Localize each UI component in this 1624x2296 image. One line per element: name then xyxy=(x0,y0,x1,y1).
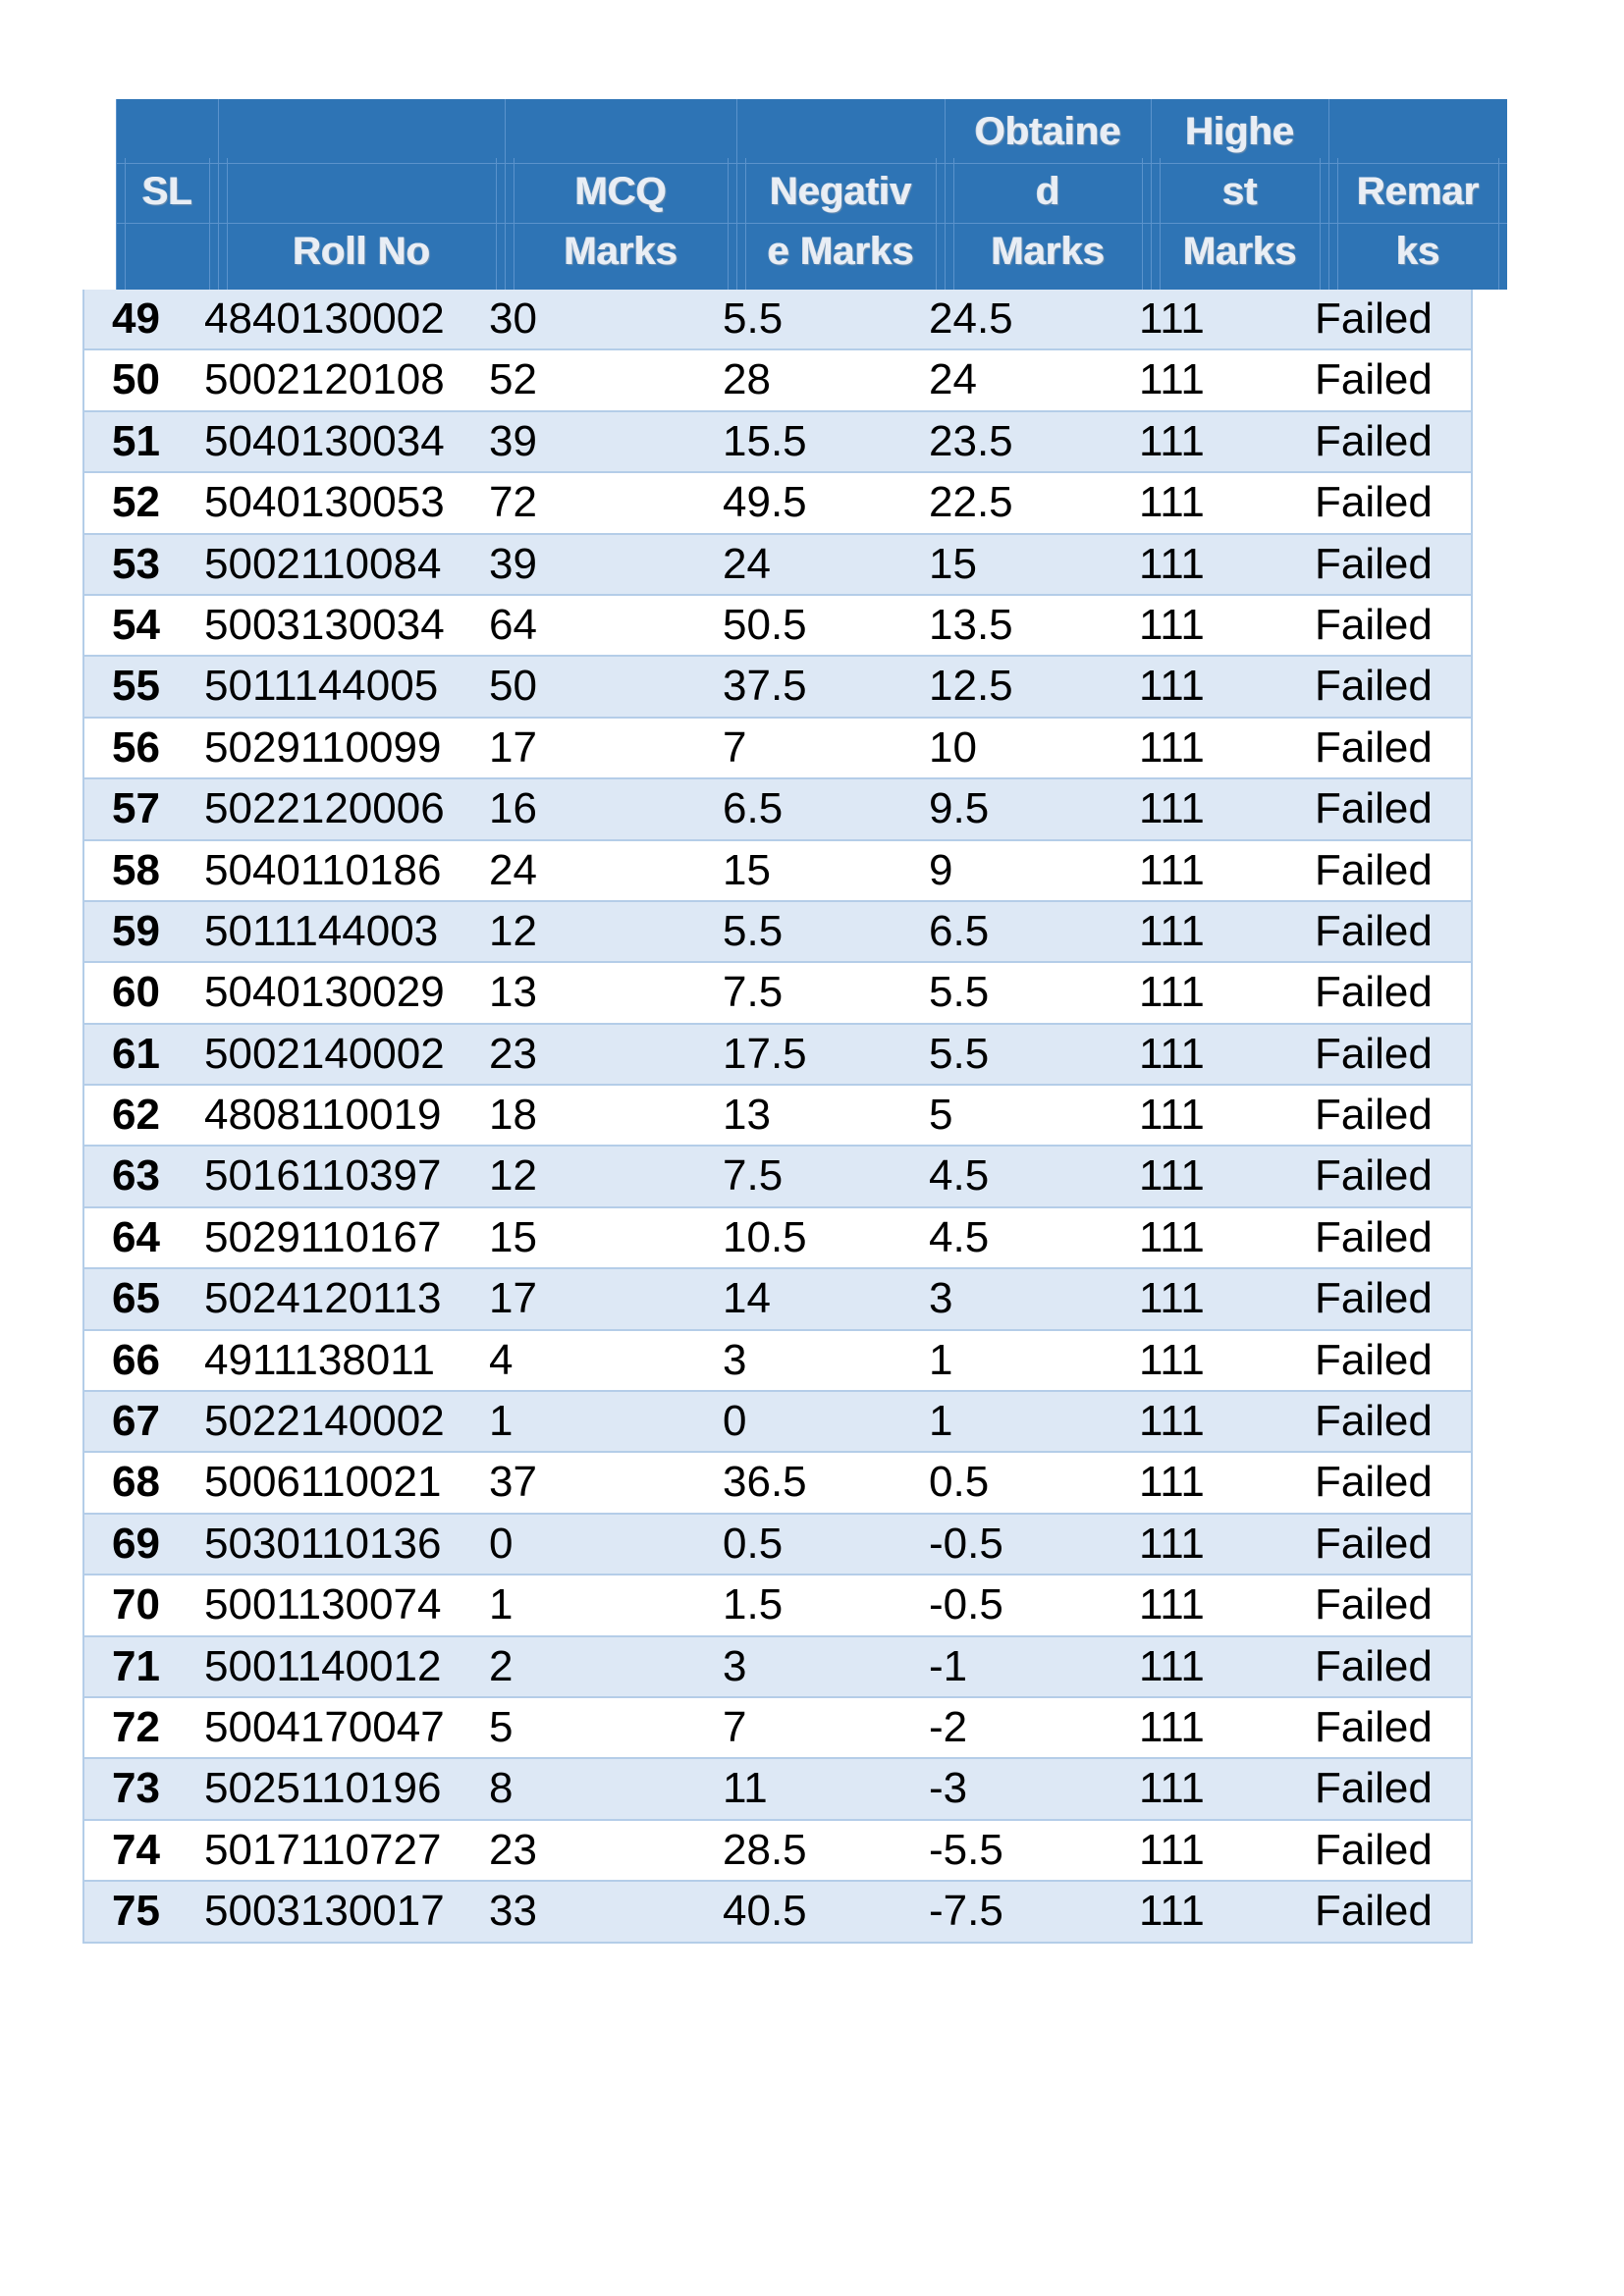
table-row xyxy=(82,1882,1473,1943)
cell-obtained: 5.5 xyxy=(929,968,990,1017)
cell-sl: 71 xyxy=(112,1641,160,1690)
cell-roll: 5011144003 xyxy=(204,906,439,955)
cell-remarks: Failed xyxy=(1315,1458,1433,1507)
cell-mcq: 24 xyxy=(489,845,537,894)
cell-negative: 50.5 xyxy=(723,600,807,649)
cell-negative: 7.5 xyxy=(723,968,784,1017)
cell-remarks: Failed xyxy=(1315,784,1433,833)
cell-highest: 111 xyxy=(1139,1458,1205,1507)
cell-sl: 59 xyxy=(112,906,160,955)
column-header-label: ks xyxy=(1396,230,1440,273)
cell-obtained: 22.5 xyxy=(929,478,1013,527)
cell-remarks: Failed xyxy=(1315,1029,1433,1078)
cell-highest: 111 xyxy=(1139,722,1205,772)
cell-negative: 28 xyxy=(723,355,771,404)
cell-sl: 73 xyxy=(112,1764,160,1813)
cell-obtained: -0.5 xyxy=(929,1519,1003,1568)
cell-remarks: Failed xyxy=(1315,1825,1433,1874)
cell-mcq: 39 xyxy=(489,416,537,465)
cell-mcq: 16 xyxy=(489,784,537,833)
cell-sl: 51 xyxy=(112,416,160,465)
column-header-label: d xyxy=(1036,170,1060,213)
table-row xyxy=(82,1698,1473,1759)
column-header-label: MCQ xyxy=(574,170,668,213)
cell-negative: 40.5 xyxy=(723,1887,807,1936)
cell-roll: 5029110099 xyxy=(204,722,442,772)
cell-sl: 58 xyxy=(112,845,160,894)
cell-mcq: 23 xyxy=(489,1825,537,1874)
cell-mcq: 2 xyxy=(489,1641,514,1690)
cell-negative: 13 xyxy=(723,1091,771,1140)
cell-highest: 111 xyxy=(1139,1641,1205,1690)
cell-remarks: Failed xyxy=(1315,1519,1433,1568)
cell-sl: 64 xyxy=(112,1212,160,1261)
cell-highest: 111 xyxy=(1139,906,1205,955)
table-row xyxy=(82,1392,1473,1453)
cell-highest: 111 xyxy=(1139,845,1205,894)
table-row xyxy=(82,473,1473,534)
cell-highest: 111 xyxy=(1139,294,1205,343)
cell-obtained: -3 xyxy=(929,1764,968,1813)
cell-roll: 5030110136 xyxy=(204,1519,442,1568)
cell-sl: 49 xyxy=(112,294,160,343)
cell-roll: 5002120108 xyxy=(204,355,445,404)
table-row xyxy=(82,841,1473,902)
cell-remarks: Failed xyxy=(1315,906,1433,955)
cell-sl: 70 xyxy=(112,1580,160,1629)
cell-negative: 37.5 xyxy=(723,662,807,711)
cell-sl: 60 xyxy=(112,968,160,1017)
cell-remarks: Failed xyxy=(1315,1274,1433,1323)
cell-remarks: Failed xyxy=(1315,1702,1433,1751)
table-row xyxy=(82,412,1473,473)
table-row xyxy=(82,290,1473,350)
cell-negative: 14 xyxy=(723,1274,771,1323)
cell-sl: 56 xyxy=(112,722,160,772)
cell-negative: 36.5 xyxy=(723,1458,807,1507)
cell-obtained: -1 xyxy=(929,1641,968,1690)
cell-obtained: 9.5 xyxy=(929,784,990,833)
cell-mcq: 39 xyxy=(489,539,537,588)
cell-roll: 5016110397 xyxy=(204,1151,442,1201)
column-header-label: st xyxy=(1222,170,1258,213)
cell-remarks: Failed xyxy=(1315,478,1433,527)
cell-sl: 75 xyxy=(112,1887,160,1936)
cell-roll: 5003130017 xyxy=(204,1887,445,1936)
cell-negative: 5.5 xyxy=(723,906,784,955)
table-row xyxy=(82,1269,1473,1330)
cell-obtained: 4.5 xyxy=(929,1212,990,1261)
column-header-highest xyxy=(1151,99,1328,290)
table-header xyxy=(116,99,1507,290)
cell-roll: 5040110186 xyxy=(204,845,442,894)
cell-remarks: Failed xyxy=(1315,1335,1433,1384)
cell-mcq: 0 xyxy=(489,1519,514,1568)
results-table xyxy=(82,290,1473,1944)
cell-roll: 5040130034 xyxy=(204,416,445,465)
table-row xyxy=(82,1331,1473,1392)
cell-negative: 5.5 xyxy=(723,294,784,343)
cell-highest: 111 xyxy=(1139,478,1205,527)
cell-highest: 111 xyxy=(1139,1519,1205,1568)
cell-obtained: -2 xyxy=(929,1702,968,1751)
column-header-label: SL xyxy=(141,170,193,213)
column-header-negative xyxy=(736,99,945,290)
cell-obtained: 1 xyxy=(929,1397,953,1446)
column-header-label: Marks xyxy=(564,230,678,273)
cell-roll: 5004170047 xyxy=(204,1702,445,1751)
cell-mcq: 17 xyxy=(489,722,537,772)
cell-roll: 4808110019 xyxy=(204,1091,442,1140)
column-header-remarks xyxy=(1328,99,1507,290)
cell-sl: 52 xyxy=(112,478,160,527)
cell-obtained: 10 xyxy=(929,722,977,772)
cell-mcq: 18 xyxy=(489,1091,537,1140)
cell-sl: 68 xyxy=(112,1458,160,1507)
cell-mcq: 52 xyxy=(489,355,537,404)
table-row xyxy=(82,1821,1473,1882)
cell-remarks: Failed xyxy=(1315,1887,1433,1936)
table-row xyxy=(82,1759,1473,1820)
table-row xyxy=(82,1575,1473,1636)
cell-sl: 65 xyxy=(112,1274,160,1323)
cell-obtained: 24 xyxy=(929,355,977,404)
cell-negative: 0.5 xyxy=(723,1519,784,1568)
cell-remarks: Failed xyxy=(1315,1091,1433,1140)
column-header-mcq xyxy=(505,99,736,290)
cell-mcq: 17 xyxy=(489,1274,537,1323)
cell-highest: 111 xyxy=(1139,1212,1205,1261)
cell-highest: 111 xyxy=(1139,662,1205,711)
cell-remarks: Failed xyxy=(1315,600,1433,649)
cell-obtained: 5 xyxy=(929,1091,953,1140)
column-header-label: Highe xyxy=(1185,110,1295,153)
cell-remarks: Failed xyxy=(1315,968,1433,1017)
cell-sl: 66 xyxy=(112,1335,160,1384)
cell-highest: 111 xyxy=(1139,355,1205,404)
cell-mcq: 72 xyxy=(489,478,537,527)
table-row xyxy=(82,1086,1473,1147)
cell-highest: 111 xyxy=(1139,1764,1205,1813)
table-row xyxy=(82,1025,1473,1086)
column-header-label: Obtaine xyxy=(975,110,1121,153)
cell-sl: 62 xyxy=(112,1091,160,1140)
cell-sl: 50 xyxy=(112,355,160,404)
cell-remarks: Failed xyxy=(1315,1212,1433,1261)
table-row xyxy=(82,1147,1473,1207)
cell-roll: 5011144005 xyxy=(204,662,439,711)
cell-negative: 15 xyxy=(723,845,771,894)
cell-highest: 111 xyxy=(1139,1397,1205,1446)
cell-sl: 72 xyxy=(112,1702,160,1751)
column-header-label: Remar xyxy=(1357,170,1480,213)
cell-obtained: 6.5 xyxy=(929,906,990,955)
cell-remarks: Failed xyxy=(1315,539,1433,588)
cell-mcq: 30 xyxy=(489,294,537,343)
cell-sl: 57 xyxy=(112,784,160,833)
cell-negative: 17.5 xyxy=(723,1029,807,1078)
cell-roll: 5001140012 xyxy=(204,1641,442,1690)
cell-obtained: 15 xyxy=(929,539,977,588)
table-row xyxy=(82,1515,1473,1575)
table-row xyxy=(82,350,1473,411)
cell-negative: 7.5 xyxy=(723,1151,784,1201)
cell-mcq: 23 xyxy=(489,1029,537,1078)
cell-negative: 11 xyxy=(723,1764,768,1813)
cell-remarks: Failed xyxy=(1315,1397,1433,1446)
cell-mcq: 13 xyxy=(489,968,537,1017)
cell-highest: 111 xyxy=(1139,1580,1205,1629)
cell-sl: 74 xyxy=(112,1825,160,1874)
cell-highest: 111 xyxy=(1139,1887,1205,1936)
table-row xyxy=(82,902,1473,963)
cell-obtained: -5.5 xyxy=(929,1825,1003,1874)
cell-negative: 28.5 xyxy=(723,1825,807,1874)
cell-sl: 55 xyxy=(112,662,160,711)
cell-roll: 5003130034 xyxy=(204,600,445,649)
cell-obtained: 0.5 xyxy=(929,1458,990,1507)
cell-mcq: 4 xyxy=(489,1335,514,1384)
cell-obtained: -0.5 xyxy=(929,1580,1003,1629)
cell-obtained: 5.5 xyxy=(929,1029,990,1078)
cell-negative: 3 xyxy=(723,1641,747,1690)
cell-sl: 54 xyxy=(112,600,160,649)
cell-negative: 7 xyxy=(723,722,747,772)
cell-mcq: 1 xyxy=(489,1397,514,1446)
cell-mcq: 5 xyxy=(489,1702,514,1751)
cell-mcq: 12 xyxy=(489,906,537,955)
cell-mcq: 50 xyxy=(489,662,537,711)
cell-highest: 111 xyxy=(1139,600,1205,649)
cell-roll: 5025110196 xyxy=(204,1764,442,1813)
cell-obtained: 24.5 xyxy=(929,294,1013,343)
cell-mcq: 37 xyxy=(489,1458,537,1507)
cell-remarks: Failed xyxy=(1315,1641,1433,1690)
cell-obtained: -7.5 xyxy=(929,1887,1003,1936)
cell-remarks: Failed xyxy=(1315,662,1433,711)
cell-roll: 5040130053 xyxy=(204,478,445,527)
cell-negative: 1.5 xyxy=(723,1580,784,1629)
cell-remarks: Failed xyxy=(1315,1580,1433,1629)
column-header-obtained xyxy=(945,99,1151,290)
column-header-label: Negativ xyxy=(770,170,912,213)
cell-obtained: 4.5 xyxy=(929,1151,990,1201)
cell-highest: 111 xyxy=(1139,1091,1205,1140)
cell-obtained: 13.5 xyxy=(929,600,1013,649)
table-row xyxy=(82,596,1473,657)
cell-obtained: 23.5 xyxy=(929,416,1013,465)
cell-negative: 3 xyxy=(723,1335,747,1384)
cell-negative: 7 xyxy=(723,1702,747,1751)
cell-mcq: 33 xyxy=(489,1887,537,1936)
cell-highest: 111 xyxy=(1139,1029,1205,1078)
cell-roll: 5040130029 xyxy=(204,968,445,1017)
column-header-label: e Marks xyxy=(768,230,914,273)
cell-highest: 111 xyxy=(1139,1151,1205,1201)
cell-roll: 5017110727 xyxy=(204,1825,442,1874)
table-row xyxy=(82,719,1473,779)
column-header-label: Marks xyxy=(991,230,1106,273)
cell-roll: 5001130074 xyxy=(204,1580,442,1629)
cell-mcq: 1 xyxy=(489,1580,514,1629)
cell-highest: 111 xyxy=(1139,784,1205,833)
cell-remarks: Failed xyxy=(1315,1764,1433,1813)
cell-sl: 53 xyxy=(112,539,160,588)
column-header-sl xyxy=(116,99,218,290)
cell-mcq: 12 xyxy=(489,1151,537,1201)
cell-roll: 5029110167 xyxy=(204,1212,442,1261)
table-row xyxy=(82,963,1473,1024)
cell-highest: 111 xyxy=(1139,539,1205,588)
cell-highest: 111 xyxy=(1139,1702,1205,1751)
cell-remarks: Failed xyxy=(1315,722,1433,772)
table-row xyxy=(82,1453,1473,1514)
table-row xyxy=(82,535,1473,596)
cell-negative: 0 xyxy=(723,1397,747,1446)
cell-roll: 5006110021 xyxy=(204,1458,442,1507)
cell-roll: 5024120113 xyxy=(204,1274,442,1323)
cell-mcq: 15 xyxy=(489,1212,537,1261)
cell-highest: 111 xyxy=(1139,968,1205,1017)
cell-negative: 15.5 xyxy=(723,416,807,465)
cell-negative: 49.5 xyxy=(723,478,807,527)
cell-roll: 5022140002 xyxy=(204,1397,445,1446)
cell-remarks: Failed xyxy=(1315,845,1433,894)
cell-sl: 63 xyxy=(112,1151,160,1201)
cell-sl: 61 xyxy=(112,1029,160,1078)
table-row xyxy=(82,1637,1473,1698)
cell-roll: 4911138011 xyxy=(204,1335,435,1384)
cell-remarks: Failed xyxy=(1315,1151,1433,1201)
cell-highest: 111 xyxy=(1139,1335,1205,1384)
cell-sl: 69 xyxy=(112,1519,160,1568)
cell-obtained: 12.5 xyxy=(929,662,1013,711)
cell-roll: 5022120006 xyxy=(204,784,445,833)
cell-roll: 4840130002 xyxy=(204,294,445,343)
cell-negative: 24 xyxy=(723,539,771,588)
cell-highest: 111 xyxy=(1139,1274,1205,1323)
cell-obtained: 3 xyxy=(929,1274,953,1323)
table-row xyxy=(82,779,1473,840)
cell-mcq: 64 xyxy=(489,600,537,649)
cell-remarks: Failed xyxy=(1315,355,1433,404)
cell-obtained: 1 xyxy=(929,1335,953,1384)
cell-highest: 111 xyxy=(1139,1825,1205,1874)
table-row xyxy=(82,657,1473,718)
cell-roll: 5002110084 xyxy=(204,539,442,588)
cell-mcq: 8 xyxy=(489,1764,514,1813)
table-row xyxy=(82,1208,1473,1269)
cell-highest: 111 xyxy=(1139,416,1205,465)
cell-roll: 5002140002 xyxy=(204,1029,445,1078)
cell-obtained: 9 xyxy=(929,845,953,894)
column-header-roll xyxy=(218,99,505,290)
cell-remarks: Failed xyxy=(1315,294,1433,343)
column-header-label: Marks xyxy=(1183,230,1297,273)
cell-remarks: Failed xyxy=(1315,416,1433,465)
column-header-label: Roll No xyxy=(293,230,431,273)
cell-negative: 6.5 xyxy=(723,784,784,833)
cell-sl: 67 xyxy=(112,1397,160,1446)
cell-negative: 10.5 xyxy=(723,1212,807,1261)
